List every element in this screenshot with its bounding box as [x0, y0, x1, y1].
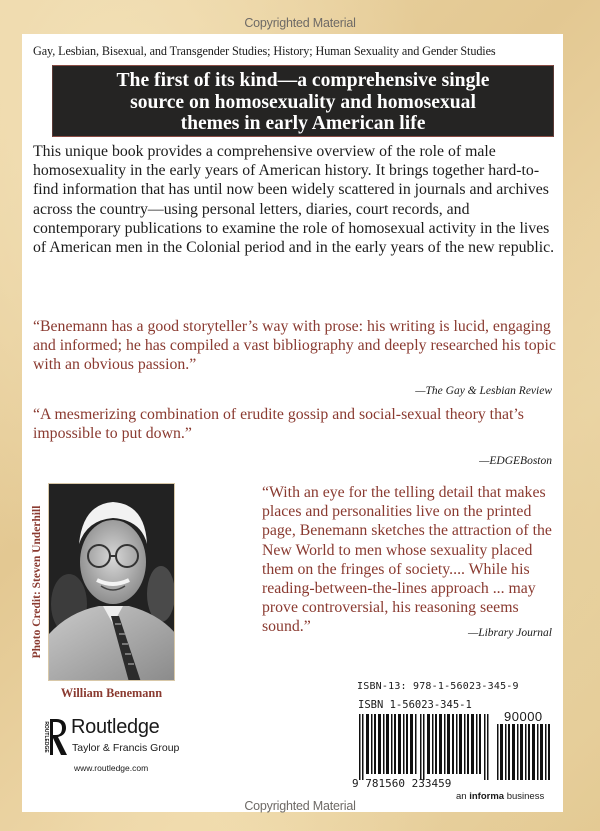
publisher-block — [40, 715, 220, 775]
publisher-group: Taylor & Francis Group — [72, 742, 180, 754]
tagline-line-3: themes in early American life — [180, 113, 426, 134]
publisher-url: www.routledge.com — [74, 763, 149, 773]
author-portrait-icon — [49, 484, 175, 681]
tagline-line-2: source on homosexuality and homosexual — [130, 91, 476, 113]
barcode-addon-number: 90000 — [504, 709, 543, 724]
tagline-banner — [52, 65, 554, 137]
copyright-watermark-top: Copyrighted Material — [244, 16, 356, 30]
book-description: This unique book provides a comprehensive overview of the role of male homosexuality in the early years of American history. It brings together hard-to-find information that has until now been widely scattered in journals and archives across the country—using personal letters, diaries, court records, and contemporary publications to examine the role of homosexual activity in the lives of American men in the Colonial period and in the early years of the new republic. — [33, 143, 555, 257]
publisher-name: Routledge — [71, 716, 160, 738]
barcode-digits: 9 781560 233459 — [352, 777, 452, 790]
review-quote-1: “Benemann has a good storyteller’s way with prose: his writing is lucid, engaging and informed; he has compiled a vast bibliography and deeply researched his topic with an obvious passion.” — [33, 318, 556, 374]
author-photo — [48, 483, 175, 681]
isbn-10: ISBN 1-56023-345-1 — [358, 699, 472, 711]
review-source-3: —Library Journal — [467, 627, 552, 639]
copyright-watermark-bottom: Copyrighted Material — [244, 799, 356, 813]
isbn-13: ISBN-13: 978-1-56023-345-9 — [357, 681, 519, 692]
review-source-2: —EDGEBoston — [479, 455, 552, 467]
review-quote-3: “With an eye for the telling detail that makes places and personalities live on the printed page, Benemann sketches the attraction of the New World to men whose sexuality placed them on the fringes of society.... While his reading-between-the-lines approach ... may prove controversial, his reasoning seems sound.” — [262, 484, 552, 636]
review-source-1: —The Gay & Lesbian Review — [415, 385, 552, 397]
photo-credit — [27, 483, 47, 681]
subject-categories: Gay, Lesbian, Bisexual, and Transgender Studies; History; Human Sexuality and Gender Studies — [33, 44, 496, 58]
review-quote-2: “A mesmerizing combination of erudite gossip and social-sexual theory that’s impossible to put down.” — [33, 406, 524, 443]
barcode-addon-icon — [497, 724, 550, 780]
svg-text:ROUTLEDGE: ROUTLEDGE — [43, 721, 49, 753]
photo-credit-text: Photo Credit: Steven Underhill — [31, 505, 43, 659]
informa-suffix: business — [504, 791, 545, 802]
informa-prefix: an — [456, 791, 470, 802]
routledge-logo-icon — [40, 715, 68, 759]
barcode-icon — [359, 714, 489, 780]
author-name: William Benemann — [60, 686, 163, 700]
informa-brand: informa — [469, 791, 505, 802]
tagline-line-1: The first of its kind—a comprehensive single — [116, 70, 490, 91]
back-cover-panel — [22, 34, 563, 812]
